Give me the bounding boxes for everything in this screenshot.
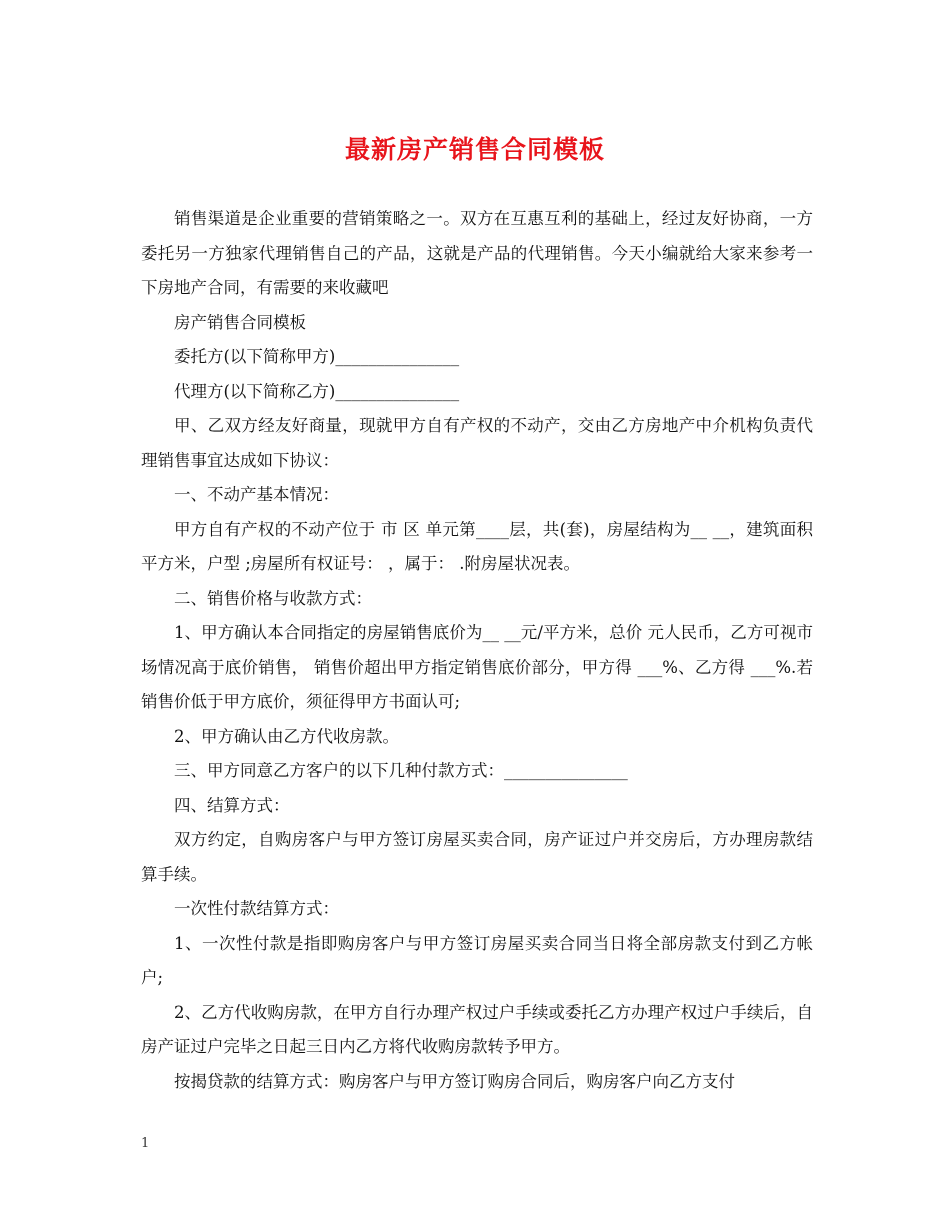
contract-heading: 房产销售合同模板 bbox=[174, 312, 306, 332]
agent-party-line: 代理方(以下简称乙方)_______________ bbox=[174, 381, 460, 401]
section-heading-4: 四、结算方式： bbox=[174, 795, 290, 815]
principal-party-line: 委托方(以下简称甲方)_______________ bbox=[174, 347, 460, 366]
document-body bbox=[141, 202, 813, 1099]
settlement-paragraph: 双方约定，自购房客户与甲方签订房屋买卖合同，房产证过户并交房后，方办理房款结算手续。 bbox=[141, 830, 813, 884]
lump-sum-clause-1: 1、一次性付款是指即购房客户与甲方签订房屋买卖合同当日将全部房款支付到乙方帐户; bbox=[141, 933, 813, 987]
section-heading-1: 一、不动产基本情况： bbox=[174, 485, 339, 504]
section-heading-2: 二、销售价格与收款方式： bbox=[174, 588, 372, 608]
document-title: 最新房产销售合同模板 bbox=[344, 135, 605, 164]
lump-sum-clause-2: 2、乙方代收购房款，在甲方自行办理产权过户手续或委托乙方办理产权过户手续后，自房产证过户完毕之日起三日内乙方将代收购房款转予甲方。 bbox=[141, 1002, 813, 1056]
price-clause-1: 1、甲方确认本合同指定的房屋销售底价为__ __元/平方米，总价 元人民币，乙方可视市场情况高于底价销售， 销售价超出甲方指定销售底价部分，甲方得 ___%、乙方得 ___%.若销售价低于甲方底价，须征得甲方书面认可; bbox=[141, 623, 813, 711]
lump-sum-heading: 一次性付款结算方式： bbox=[174, 899, 339, 918]
intro-paragraph: 销售渠道是企业重要的营销策略之一。双方在互惠互利的基础上，经过友好协商，一方委托另一方独家代理销售自己的产品，这就是产品的代理销售。今天小编就给大家来参考一下房地产合同，有需要的来收藏吧 bbox=[141, 209, 813, 297]
mortgage-settlement-paragraph: 按揭贷款的结算方式：购房客户与甲方签订购房合同后，购房客户向乙方支付 bbox=[174, 1071, 735, 1091]
page-number: 1 bbox=[141, 1136, 150, 1151]
property-details-paragraph: 甲方自有产权的不动产位于 市 区 单元第____层，共(套)，房屋结构为__ __，建筑面积 平方米，户型 ;房屋所有权证号： ，属于： .附房屋状况表。 bbox=[141, 519, 813, 573]
agreement-preamble: 甲、乙双方经友好商量，现就甲方自有产权的不动产，交由乙方房地产中介机构负责代理销售事宜达成如下协议： bbox=[141, 416, 813, 470]
section-heading-3: 三、甲方同意乙方客户的以下几种付款方式：_______________ bbox=[174, 761, 628, 780]
price-clause-2: 2、甲方确认由乙方代收房款。 bbox=[174, 726, 399, 746]
